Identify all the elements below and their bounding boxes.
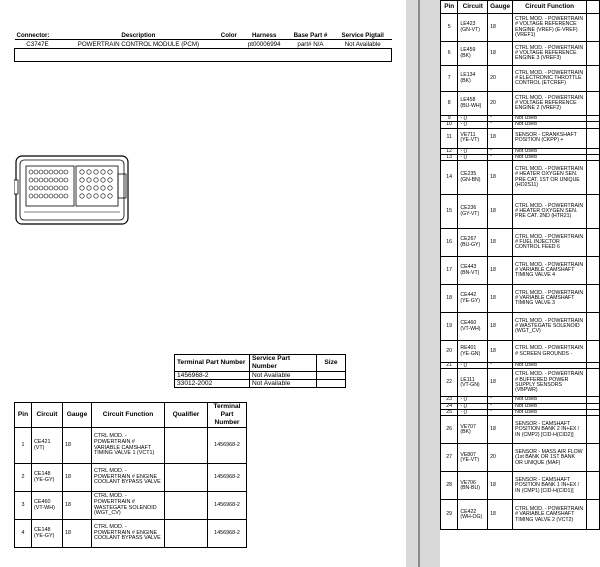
harness-header-cell: Harness xyxy=(241,31,287,40)
pin-circuit: CE421 (VT) xyxy=(32,428,63,464)
pin-function: CTRL MOD. - POWERTRAIN # VARIABLE CAMSHAFT TIMING VALVE 1 (VCT1) xyxy=(92,428,165,464)
pin-circuit: LE459 (BK) xyxy=(458,42,488,66)
pin-gauge: 18 xyxy=(488,195,513,229)
pin-circuit: CE442 (YE-GY) xyxy=(458,285,488,313)
pin-function: CTRL MOD. - POWERTRAIN # HEATER OXYGEN SEN. PRE CAT. 1ST OR UNIQUE (HO2S11) xyxy=(513,161,587,195)
right-pin-body xyxy=(441,14,600,530)
pin-function: CTRL MOD. - POWERTRAIN # HEATER OXYGEN SEN. PRE CAT. 2ND (HTR21) xyxy=(513,195,587,229)
pin-gauge: * xyxy=(488,154,513,160)
pin-number: 9 xyxy=(441,116,458,122)
pin-function: CTRL MOD. - POWERTRAIN # FUEL INJECTOR CONTROL FEED 6 xyxy=(513,229,587,257)
pin-function: SENSOR - CAMSHAFT POSITION BANK 1 IN+EX / IN (CMP1) [CID-H(CID1)] xyxy=(513,472,587,500)
pin-number: 22 xyxy=(441,369,458,397)
pin-number: 11 xyxy=(441,128,458,148)
pin-circuit: - () xyxy=(458,148,488,154)
pin-row xyxy=(441,66,600,92)
pin-circuit: CE236 (GY-VT) xyxy=(458,195,488,229)
left-pin-header-row xyxy=(15,403,247,428)
pin-row xyxy=(441,229,600,257)
pin-gauge: 18 xyxy=(488,313,513,341)
terminal-part-table xyxy=(174,354,346,388)
pin-number: 15 xyxy=(441,195,458,229)
pin-number: 26 xyxy=(441,416,458,444)
circuit-header: Circuit xyxy=(32,403,63,428)
pin-row xyxy=(15,520,247,548)
pin-row xyxy=(441,369,600,397)
terminal-part-number: 33012-2002 xyxy=(175,380,250,388)
pin-circuit: VE706 (BN-BU) xyxy=(458,472,488,500)
terminal-row xyxy=(175,380,346,388)
connector-harness: pt00006994 xyxy=(247,40,281,48)
pin-function: CTRL MOD. - POWERTRAIN # VOLTAGE REFERENCE ENGINE 3 (VREF3) xyxy=(513,42,587,66)
terminal-size xyxy=(317,372,346,380)
pin-function: CTRL MOD. - POWERTRAIN # ENGINE COOLANT BYPASS VALVE xyxy=(92,520,165,548)
pin-circuit: CE148 (YE-GY) xyxy=(32,520,63,548)
pin-number: 18 xyxy=(441,285,458,313)
pin-gauge: 18 xyxy=(63,464,92,492)
pin-row xyxy=(15,492,247,520)
pin-number: 29 xyxy=(441,500,458,530)
pin-gauge: * xyxy=(488,116,513,122)
service-part-number: Not Available xyxy=(250,372,317,380)
pin-gauge: * xyxy=(488,403,513,409)
pin-header: Pin xyxy=(441,1,458,14)
pin-circuit: LE134 (BK) xyxy=(458,66,488,92)
pin-circuit: - () xyxy=(458,154,488,160)
pin-gauge: * xyxy=(488,397,513,403)
pin-extra xyxy=(587,42,600,66)
pin-terminal: 1456968-2 xyxy=(208,428,247,464)
pin-number: 8 xyxy=(441,92,458,116)
pin-gauge: 20 xyxy=(488,66,513,92)
pin-gauge: 18 xyxy=(488,14,513,42)
pin-terminal: 1456968-2 xyxy=(208,464,247,492)
right-pin-table xyxy=(440,0,600,530)
connector-header-cell: Connector: xyxy=(15,31,61,40)
connector-base-part: part# N/A xyxy=(297,40,324,48)
pin-function: CTRL MOD. - POWERTRAIN # VARIABLE CAMSHAFT TIMING VALVE 3 xyxy=(513,285,587,313)
right-pin-header-row xyxy=(441,1,600,14)
pin-header: Pin xyxy=(15,403,32,428)
pin-number: 25 xyxy=(441,410,458,416)
pin-circuit: RE401 (YE-GN) xyxy=(458,341,488,363)
service-pigtail-header-cell: Service Pigtail xyxy=(334,31,392,40)
pin-circuit: CE235 (GN-BN) xyxy=(458,161,488,195)
pin-function: Not Used xyxy=(513,116,587,122)
pin-gauge: 18 xyxy=(488,257,513,285)
pin-function: CTRL MOD. - POWERTRAIN # VOLTAGE REFERENCE ENGINE (VREF) (E-VREF) (VREF1) xyxy=(513,14,587,42)
pin-number: 28 xyxy=(441,472,458,500)
pin-extra xyxy=(587,195,600,229)
pin-row xyxy=(15,464,247,492)
pin-number: 19 xyxy=(441,313,458,341)
service-part-number: Not Available xyxy=(250,380,317,388)
pin-extra xyxy=(587,257,600,285)
pin-circuit: - () xyxy=(458,403,488,409)
connector-row xyxy=(15,40,392,49)
pin-gauge: 18 xyxy=(488,161,513,195)
pin-circuit: - () xyxy=(458,397,488,403)
pin-number: 4 xyxy=(15,520,32,548)
circuit-function-header: Circuit Function xyxy=(92,403,165,428)
pin-extra xyxy=(587,341,600,363)
connector-face-drawing xyxy=(14,152,132,228)
connector-blank-row xyxy=(15,49,392,62)
pin-gauge: 20 xyxy=(488,92,513,116)
pin-function: CTRL MOD. - POWERTRAIN # VARIABLE CAMSHAFT TIMING VALVE 2 (VCT2) xyxy=(513,500,587,530)
pin-number: 3 xyxy=(15,492,32,520)
gutter-divider xyxy=(418,0,420,567)
pin-gauge: 18 xyxy=(63,520,92,548)
pin-function: Not Used xyxy=(513,148,587,154)
pin-function: SENSOR - CAMSHAFT POSITION BANK 2 IN+EX / IN (CMP2) [CID-H(CID2)] xyxy=(513,416,587,444)
pin-function: Not Used xyxy=(513,363,587,369)
circuit-function-header: Circuit Function xyxy=(513,1,587,14)
pin-row xyxy=(441,341,600,363)
pin-number: 1 xyxy=(15,428,32,464)
extra-header xyxy=(587,1,600,14)
pin-circuit: LE423 (GN-VT) xyxy=(458,14,488,42)
pin-circuit: CE422 (WH-OG) xyxy=(458,500,488,530)
pin-gauge: * xyxy=(488,363,513,369)
description-header-cell: Description xyxy=(60,31,216,40)
pin-gauge: 20 xyxy=(488,444,513,472)
pin-circuit: VE707 (BK) xyxy=(458,416,488,444)
pin-gauge: 18 xyxy=(488,500,513,530)
pin-row xyxy=(441,42,600,66)
pin-circuit: CE443 (BN-VT) xyxy=(458,257,488,285)
pin-row xyxy=(441,161,600,195)
pin-extra xyxy=(587,416,600,444)
pin-row xyxy=(441,500,600,530)
pin-extra xyxy=(587,14,600,42)
pin-number: 10 xyxy=(441,122,458,128)
pin-row xyxy=(441,313,600,341)
pin-row xyxy=(15,428,247,464)
gauge-header: Gauge xyxy=(488,1,513,14)
pin-row xyxy=(441,14,600,42)
connector-description: POWERTRAIN CONTROL MODULE (PCM) xyxy=(77,40,200,48)
pin-circuit: VE807 (YE-VT) xyxy=(458,444,488,472)
pin-gauge: * xyxy=(488,148,513,154)
pin-function: CTRL MOD. - POWERTRAIN # SCREEN GROUNDS - xyxy=(513,341,587,363)
pin-row xyxy=(441,472,600,500)
connector-service-pigtail: Not Available xyxy=(344,40,381,48)
pin-circuit: - () xyxy=(458,122,488,128)
circuit-header: Circuit xyxy=(458,1,488,14)
size-header: Size xyxy=(317,355,346,372)
connector-table xyxy=(14,31,392,62)
pin-gauge: 18 xyxy=(488,128,513,148)
pin-function: CTRL MOD. - POWERTRAIN # VOLTAGE REFERENCE ENGINE 2 (VREF2) xyxy=(513,92,587,116)
terminal-part-number-header: Terminal Part Number xyxy=(208,403,247,428)
pin-gauge: 18 xyxy=(63,492,92,520)
pin-function: CTRL MOD. - POWERTRAIN # WASTEGATE SOLENOID (WGT_CV) xyxy=(92,492,165,520)
pin-extra xyxy=(587,472,600,500)
pin-function: Not Used xyxy=(513,397,587,403)
connector-color xyxy=(216,40,241,49)
pin-number: 7 xyxy=(441,66,458,92)
pin-number: 27 xyxy=(441,444,458,472)
pin-gauge: 18 xyxy=(488,472,513,500)
pin-extra xyxy=(587,285,600,313)
pin-number: 20 xyxy=(441,341,458,363)
pin-function: Not Used xyxy=(513,403,587,409)
pin-function: Not Used xyxy=(513,122,587,128)
pin-row xyxy=(441,416,600,444)
pin-function: SENSOR - CRANKSHAFT POSITION (CKPP) + xyxy=(513,128,587,148)
pin-number: 2 xyxy=(15,464,32,492)
pin-row xyxy=(441,444,600,472)
pin-extra xyxy=(587,229,600,257)
pin-number: 17 xyxy=(441,257,458,285)
color-header-cell: Color xyxy=(216,31,241,40)
pin-extra xyxy=(587,444,600,472)
pin-function: CTRL MOD. - POWERTRAIN # VARIABLE CAMSHAFT TIMING VALVE 4 xyxy=(513,257,587,285)
pin-gauge: * xyxy=(488,122,513,128)
pin-row xyxy=(441,195,600,229)
pin-number: 23 xyxy=(441,397,458,403)
pin-number: 16 xyxy=(441,229,458,257)
terminal-part-number: 1456968-2 xyxy=(175,372,250,380)
page-gutter xyxy=(406,0,440,567)
pin-gauge: 18 xyxy=(488,369,513,397)
pin-number: 13 xyxy=(441,154,458,160)
gauge-header: Gauge xyxy=(63,403,92,428)
terminal-size xyxy=(317,380,346,388)
pin-number: 6 xyxy=(441,42,458,66)
pin-extra xyxy=(587,500,600,530)
pin-row xyxy=(441,92,600,116)
pin-function: Not Used xyxy=(513,410,587,416)
pin-function: Not Used xyxy=(513,154,587,160)
pin-gauge: * xyxy=(488,410,513,416)
pin-function: SENSOR - MASS AIR FLOW (1st BANK OR 1ST BANK OR UNIQUE (MAF) xyxy=(513,444,587,472)
pin-row xyxy=(441,285,600,313)
pin-gauge: 18 xyxy=(488,416,513,444)
pin-gauge: 18 xyxy=(488,285,513,313)
pin-terminal: 1456968-2 xyxy=(208,520,247,548)
qualifier-header: Qualifier xyxy=(165,403,208,428)
pin-circuit: CE460 (VT-WH) xyxy=(32,492,63,520)
service-part-number-header: Service Part Number xyxy=(250,355,317,372)
terminal-row xyxy=(175,372,346,380)
pin-extra xyxy=(587,92,600,116)
pin-circuit: CE460 (VT-WH) xyxy=(458,313,488,341)
pin-qualifier xyxy=(165,492,208,520)
pin-extra xyxy=(587,313,600,341)
pin-extra xyxy=(587,128,600,148)
pin-number: 21 xyxy=(441,363,458,369)
pin-extra xyxy=(587,161,600,195)
pin-gauge: 18 xyxy=(488,229,513,257)
pin-function: CTRL MOD. - POWERTRAIN # WASTEGATE SOLENOID (WGT_CV) xyxy=(513,313,587,341)
pin-row xyxy=(441,257,600,285)
connector-id: C3747E xyxy=(26,40,49,48)
pin-gauge: 18 xyxy=(488,341,513,363)
pin-qualifier xyxy=(165,464,208,492)
pin-qualifier xyxy=(165,520,208,548)
terminal-part-number-header: Terminal Part Number xyxy=(175,355,250,372)
right-page xyxy=(440,0,600,567)
pin-gauge: 18 xyxy=(488,42,513,66)
pin-number: 24 xyxy=(441,403,458,409)
pin-gauge: 18 xyxy=(63,428,92,464)
pin-terminal: 1456968-2 xyxy=(208,492,247,520)
pin-extra xyxy=(587,369,600,397)
base-part-header-cell: Base Part # xyxy=(287,31,334,40)
pin-number: 12 xyxy=(441,148,458,154)
connector-header-row xyxy=(15,31,392,40)
pin-number: 5 xyxy=(441,14,458,42)
pin-circuit: LE458 (BU-WH) xyxy=(458,92,488,116)
pin-circuit: LE111 (VT-GN) xyxy=(458,369,488,397)
pin-row xyxy=(441,128,600,148)
pin-circuit: VE711 (YE-VT) xyxy=(458,128,488,148)
pin-function: CTRL MOD. - POWERTRAIN # ELECTRONIC THROTTLE CONTROL (ETCREF) xyxy=(513,66,587,92)
pin-number: 14 xyxy=(441,161,458,195)
pin-circuit: CE148 (YE-GY) xyxy=(32,464,63,492)
pin-function: CTRL MOD. - POWERTRAIN # ENGINE COOLANT BYPASS VALVE xyxy=(92,464,165,492)
terminal-header-row xyxy=(175,355,346,372)
pin-extra xyxy=(587,66,600,92)
pin-circuit: - () xyxy=(458,410,488,416)
left-pin-table xyxy=(14,402,247,548)
pin-qualifier xyxy=(165,428,208,464)
pin-circuit: CE267 (BU-GY) xyxy=(458,229,488,257)
pin-function: CTRL MOD. - POWERTRAIN # BUFFERED POWER SUPPLY SENSORS (VBPWR) xyxy=(513,369,587,397)
pin-circuit: - () xyxy=(458,116,488,122)
pin-circuit: - () xyxy=(458,363,488,369)
